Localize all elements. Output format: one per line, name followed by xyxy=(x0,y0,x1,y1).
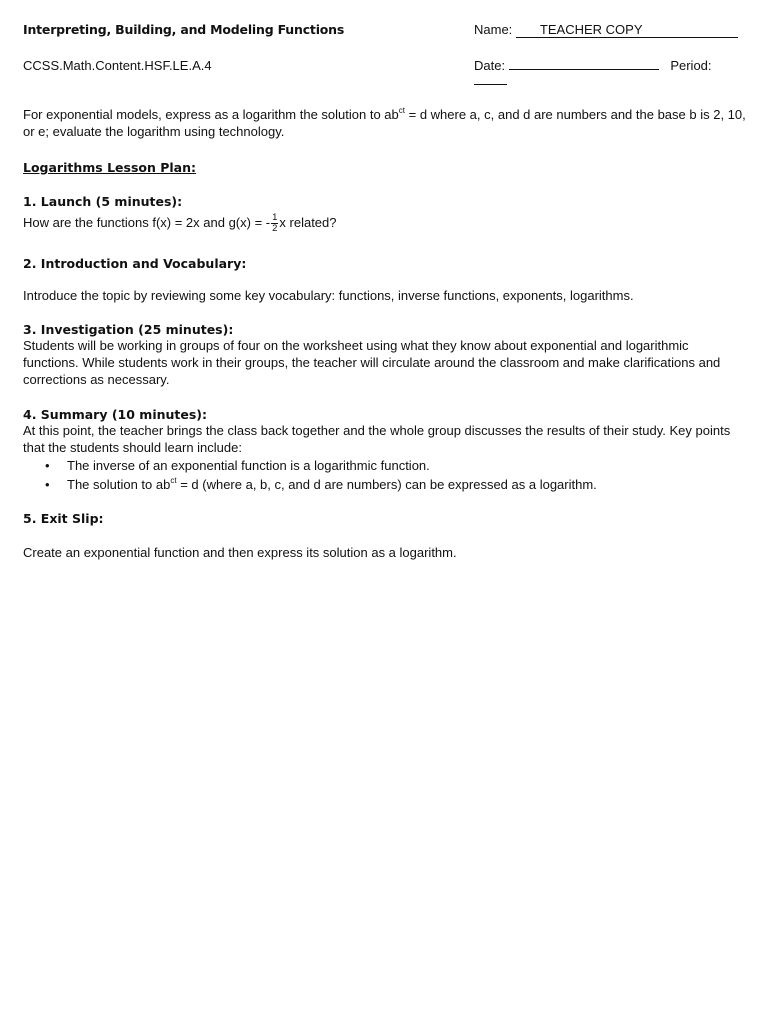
date-label: Date: xyxy=(474,58,506,73)
document-title: Interpreting, Building, and Modeling Functions xyxy=(23,22,345,37)
key-point-1: The inverse of an exponential function is a logarithmic function. xyxy=(67,458,430,473)
investigation-text: Students will be working in groups of four on the worksheet using what they know about exponential and logarithmic functions. While students work in their groups, the teacher will circulate around the classroom and make clarifications and corrections as necessary. xyxy=(23,338,721,387)
name-block xyxy=(474,22,746,38)
key-point-2-text-1: The solution to ab xyxy=(67,477,171,492)
fraction xyxy=(271,213,278,234)
standard-description xyxy=(23,106,746,140)
summary-text: At this point, the teacher brings the class back together and the whole group discusses the results of their study. Key points that the students should learn include: xyxy=(23,423,731,455)
list-item xyxy=(45,456,746,475)
intro-superscript: ct xyxy=(398,106,405,115)
fraction-denominator: 2 xyxy=(272,223,278,234)
launch-question-text-1: How are the functions f(x) = 2x and g(x) = - xyxy=(23,214,271,230)
vocabulary-text: Introduce the topic by reviewing some key vocabulary: functions, inverse functions, exponents, logarithms. xyxy=(23,288,634,303)
name-label: Name: xyxy=(474,22,513,37)
date-period-block xyxy=(474,58,746,88)
exit-slip-heading: 5. Exit Slip: xyxy=(23,511,104,526)
summary-heading: 4. Summary (10 minutes): xyxy=(23,407,208,422)
investigation-heading: 3. Investigation (25 minutes): xyxy=(23,322,234,337)
launch-question xyxy=(23,213,746,234)
standard-code: CCSS.Math.Content.HSF.LE.A.4 xyxy=(23,58,212,73)
bullet-icon: • xyxy=(45,458,50,473)
fraction-numerator: 1 xyxy=(272,212,278,223)
bullet-icon: • xyxy=(45,477,50,492)
period-label: Period: xyxy=(670,58,712,73)
standard-row xyxy=(23,58,746,88)
intro-text-1: For exponential models, express as a logarithm the solution to ab xyxy=(23,107,399,122)
launch-heading: 1. Launch (5 minutes): xyxy=(23,194,183,209)
key-point-2-superscript: ct xyxy=(170,476,177,485)
list-item xyxy=(45,475,746,494)
intro-text-2: = d where a, c, and d are numbers and the base b is 2, 10, or e; evaluate the logarithm using technology. xyxy=(23,107,746,139)
name-field xyxy=(516,23,738,38)
header-row xyxy=(23,22,746,38)
date-field xyxy=(509,69,659,70)
name-value: TEACHER COPY xyxy=(539,22,643,37)
key-point-2-text-2: = d (where a, b, c, and d are numbers) can be expressed as a logarithm. xyxy=(176,477,597,492)
key-points-list xyxy=(23,456,746,494)
lesson-plan-title: Logarithms Lesson Plan: xyxy=(23,160,197,175)
exit-slip-text: Create an exponential function and then express its solution as a logarithm. xyxy=(23,545,457,560)
period-field xyxy=(474,84,507,85)
launch-question-text-2: x related? xyxy=(279,214,337,230)
vocabulary-heading: 2. Introduction and Vocabulary: xyxy=(23,256,247,271)
